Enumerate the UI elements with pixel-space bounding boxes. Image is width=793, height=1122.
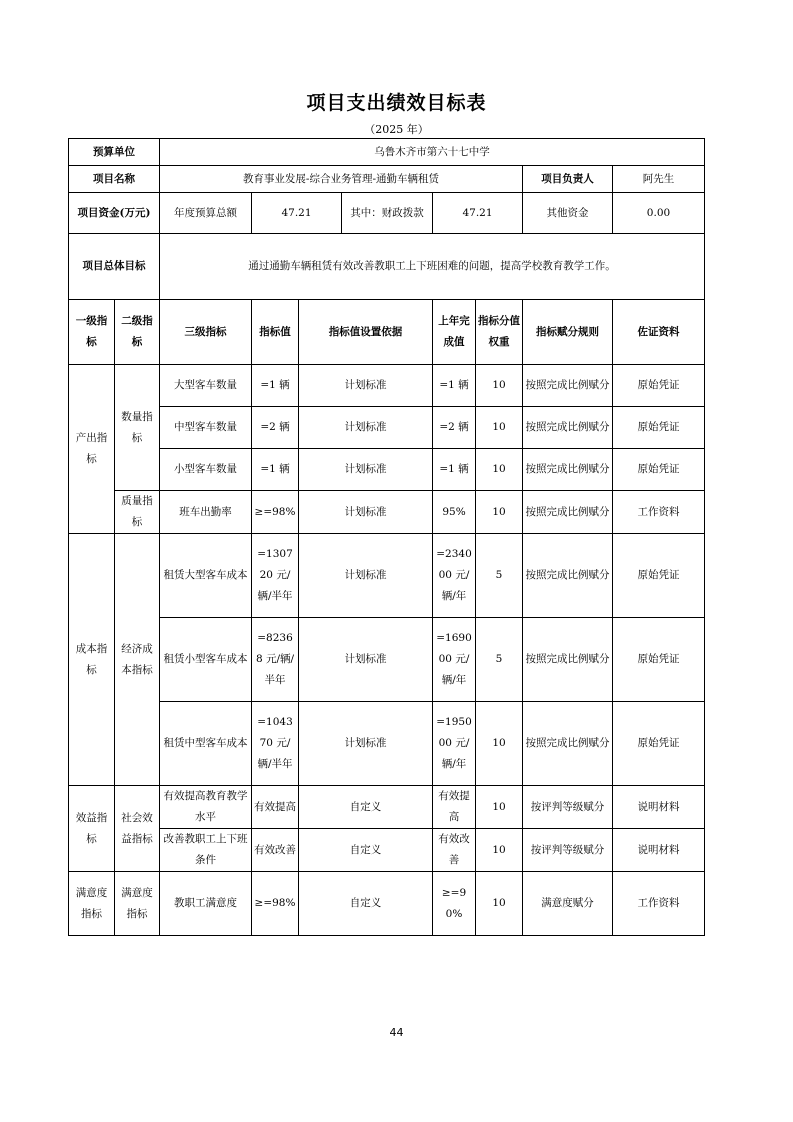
page-number: 44 xyxy=(389,1026,404,1039)
indicator-last: 有效改善 xyxy=(433,829,476,872)
indicator-evidence: 原始凭证 xyxy=(613,534,705,618)
indicator-basis: 计划标准 xyxy=(299,407,433,449)
indicator-value: =130720 元/辆/半年 xyxy=(252,534,299,618)
indicator-name: 改善教职工上下班条件 xyxy=(160,829,252,872)
indicator-evidence: 工作资料 xyxy=(613,491,705,534)
indicator-value: =2 辆 xyxy=(252,407,299,449)
indicator-weight: 10 xyxy=(476,702,523,786)
indicator-last: =234000 元/辆/年 xyxy=(433,534,476,618)
indicator-weight: 5 xyxy=(476,534,523,618)
group-social: 社会效益指标 xyxy=(115,786,160,872)
indicator-value: =82368 元/辆/半年 xyxy=(252,618,299,702)
group-quality: 质量指标 xyxy=(115,491,160,534)
indicator-name: 租赁小型客车成本 xyxy=(160,618,252,702)
header-level3: 三级指标 xyxy=(160,300,252,365)
indicator-weight: 10 xyxy=(476,449,523,491)
table-row xyxy=(69,449,705,491)
indicator-basis: 计划标准 xyxy=(299,534,433,618)
table-row xyxy=(69,618,705,702)
indicator-basis: 计划标准 xyxy=(299,449,433,491)
fiscal-value: 47.21 xyxy=(433,193,523,234)
indicator-value: ≥=98% xyxy=(252,872,299,936)
indicator-basis: 自定义 xyxy=(299,786,433,829)
indicator-rule: 按照完成比例赋分 xyxy=(523,365,613,407)
indicator-name: 教职工满意度 xyxy=(160,872,252,936)
project-name-label: 项目名称 xyxy=(69,166,160,193)
budget-unit-value: 乌鲁木齐市第六十七中学 xyxy=(160,139,705,166)
budget-unit-row xyxy=(69,139,705,166)
project-leader-value: 阿先生 xyxy=(613,166,705,193)
indicator-basis: 计划标准 xyxy=(299,618,433,702)
indicator-last: ≥=90% xyxy=(433,872,476,936)
group-satisfaction: 满意度指标 xyxy=(69,872,115,936)
indicator-rule: 按照完成比例赋分 xyxy=(523,702,613,786)
indicator-name: 租赁中型客车成本 xyxy=(160,702,252,786)
indicator-last: 有效提高 xyxy=(433,786,476,829)
overall-goal-row xyxy=(69,234,705,300)
table-row xyxy=(69,872,705,936)
indicator-basis: 自定义 xyxy=(299,829,433,872)
group-cost: 成本指标 xyxy=(69,534,115,786)
table-row xyxy=(69,534,705,618)
project-name-row xyxy=(69,166,705,193)
indicator-rule: 按照完成比例赋分 xyxy=(523,407,613,449)
indicator-last: =2 辆 xyxy=(433,407,476,449)
indicator-value: 有效提高 xyxy=(252,786,299,829)
header-evidence: 佐证资料 xyxy=(613,300,705,365)
indicator-name: 租赁大型客车成本 xyxy=(160,534,252,618)
indicator-basis: 计划标准 xyxy=(299,702,433,786)
page-title: 项目支出绩效目标表 xyxy=(306,92,487,114)
group-output: 产出指标 xyxy=(69,365,115,534)
indicator-header-row xyxy=(69,300,705,365)
indicator-weight: 5 xyxy=(476,618,523,702)
project-fund-label: 项目资金(万元) xyxy=(69,193,160,234)
indicator-weight: 10 xyxy=(476,491,523,534)
indicator-basis: 计划标准 xyxy=(299,491,433,534)
indicator-value: 有效改善 xyxy=(252,829,299,872)
group-satisfaction-sub: 满意度指标 xyxy=(115,872,160,936)
project-name-value: 教育事业发展-综合业务管理-通勤车辆租赁 xyxy=(160,166,523,193)
indicator-rule: 按评判等级赋分 xyxy=(523,829,613,872)
indicator-basis: 计划标准 xyxy=(299,365,433,407)
indicator-evidence: 原始凭证 xyxy=(613,449,705,491)
indicator-rule: 按照完成比例赋分 xyxy=(523,491,613,534)
group-quantity: 数量指标 xyxy=(115,365,160,491)
indicator-value: ≥=98% xyxy=(252,491,299,534)
header-level2: 二级指标 xyxy=(115,300,160,365)
indicator-last: =195000 元/辆/年 xyxy=(433,702,476,786)
budget-unit-label: 预算单位 xyxy=(69,139,160,166)
header-level1: 一级指标 xyxy=(69,300,115,365)
indicator-name: 大型客车数量 xyxy=(160,365,252,407)
table-row xyxy=(69,786,705,829)
indicator-value: =1 辆 xyxy=(252,365,299,407)
header-value: 指标值 xyxy=(252,300,299,365)
indicator-last: 95% xyxy=(433,491,476,534)
indicator-last: =1 辆 xyxy=(433,365,476,407)
indicator-evidence: 说明材料 xyxy=(613,786,705,829)
indicator-name: 小型客车数量 xyxy=(160,449,252,491)
other-fund-label: 其他资金 xyxy=(523,193,613,234)
indicator-weight: 10 xyxy=(476,407,523,449)
header-weight: 指标分值权重 xyxy=(476,300,523,365)
table-row xyxy=(69,702,705,786)
other-fund-value: 0.00 xyxy=(613,193,705,234)
header-last-year: 上年完成值 xyxy=(433,300,476,365)
overall-goal-label: 项目总体目标 xyxy=(69,234,160,300)
indicator-evidence: 原始凭证 xyxy=(613,407,705,449)
indicator-evidence: 原始凭证 xyxy=(613,365,705,407)
indicator-evidence: 原始凭证 xyxy=(613,618,705,702)
indicator-name: 班车出勤率 xyxy=(160,491,252,534)
table-row xyxy=(69,407,705,449)
indicator-rule: 按评判等级赋分 xyxy=(523,786,613,829)
overall-goal-value: 通过通勤车辆租赁有效改善教职工上下班困难的问题，提高学校教育教学工作。 xyxy=(160,234,705,300)
indicator-rule: 按照完成比例赋分 xyxy=(523,618,613,702)
indicator-last: =1 辆 xyxy=(433,449,476,491)
indicator-weight: 10 xyxy=(476,786,523,829)
year-label: （2025 年） xyxy=(364,123,429,136)
project-fund-row xyxy=(69,193,705,234)
indicator-name: 有效提高教育教学水平 xyxy=(160,786,252,829)
table-row xyxy=(69,829,705,872)
indicator-rule: 按照完成比例赋分 xyxy=(523,534,613,618)
group-economic: 经济成本指标 xyxy=(115,534,160,786)
group-benefit: 效益指标 xyxy=(69,786,115,872)
indicator-value: =104370 元/辆/半年 xyxy=(252,702,299,786)
table-row xyxy=(69,491,705,534)
indicator-weight: 10 xyxy=(476,872,523,936)
indicator-weight: 10 xyxy=(476,829,523,872)
indicator-name: 中型客车数量 xyxy=(160,407,252,449)
project-leader-label: 项目负责人 xyxy=(523,166,613,193)
indicator-evidence: 说明材料 xyxy=(613,829,705,872)
annual-budget-value: 47.21 xyxy=(252,193,342,234)
indicator-weight: 10 xyxy=(476,365,523,407)
annual-budget-label: 年度预算总额 xyxy=(160,193,252,234)
indicator-last: =169000 元/辆/年 xyxy=(433,618,476,702)
fiscal-label: 其中：财政拨款 xyxy=(342,193,433,234)
indicator-value: =1 辆 xyxy=(252,449,299,491)
header-basis: 指标值设置依据 xyxy=(299,300,433,365)
indicator-evidence: 原始凭证 xyxy=(613,702,705,786)
table-row xyxy=(69,365,705,407)
indicator-rule: 满意度赋分 xyxy=(523,872,613,936)
performance-table xyxy=(68,138,705,936)
indicator-basis: 自定义 xyxy=(299,872,433,936)
indicator-rule: 按照完成比例赋分 xyxy=(523,449,613,491)
indicator-evidence: 工作资料 xyxy=(613,872,705,936)
header-rule: 指标赋分规则 xyxy=(523,300,613,365)
